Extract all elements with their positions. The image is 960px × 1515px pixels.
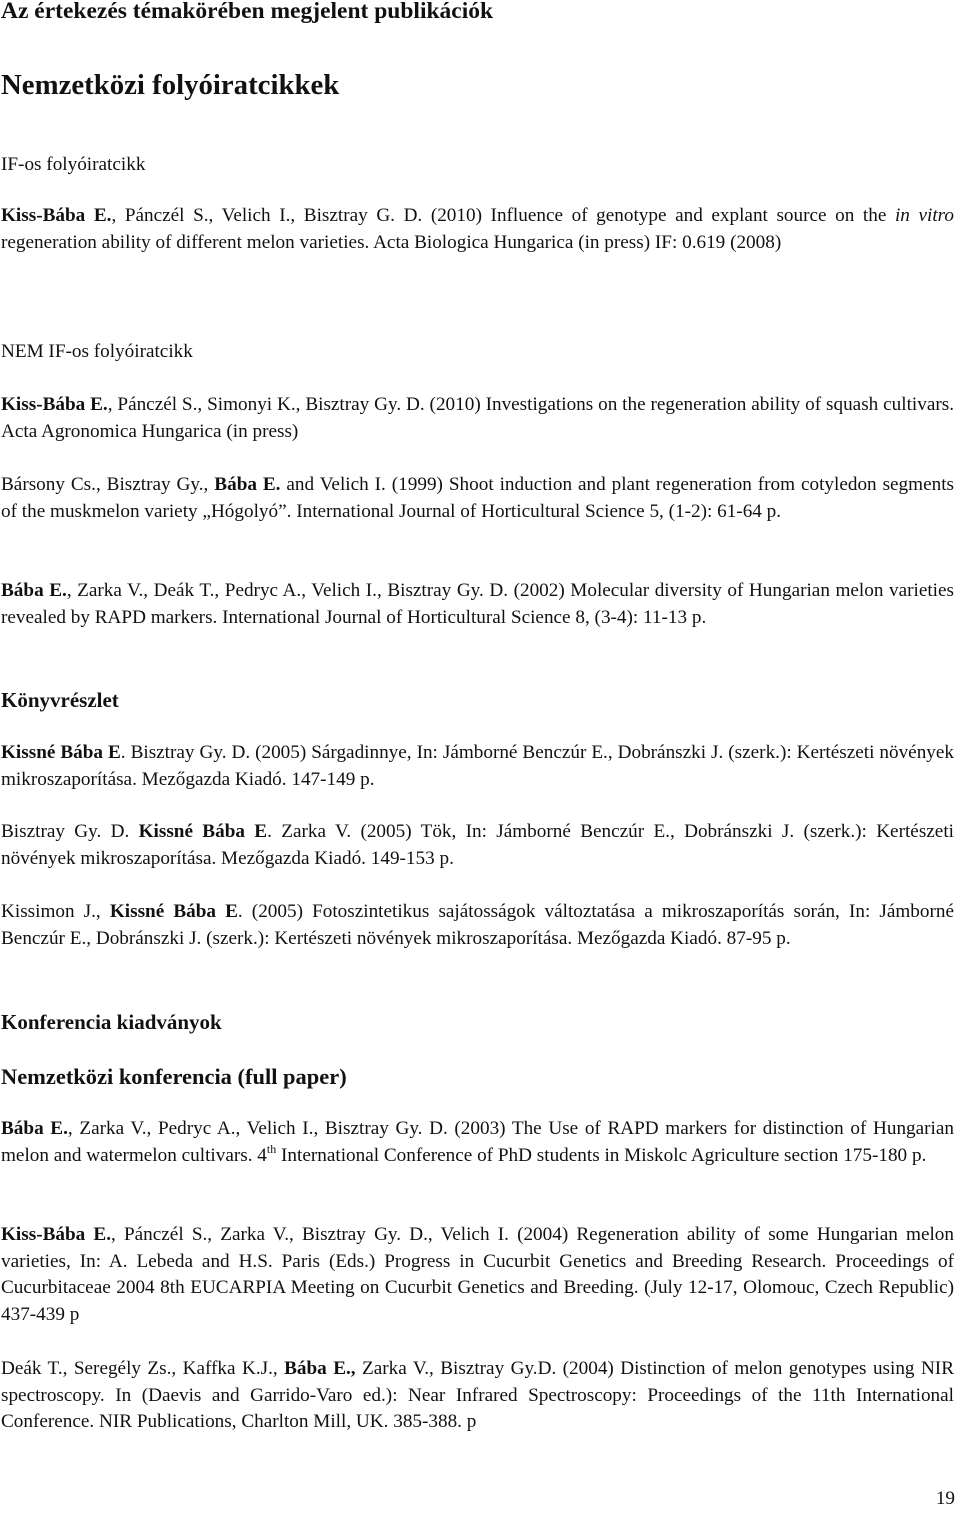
reference-text: and Velich I. (1999) Shoot induction and plant regeneration from cotyledon segments of the muskmelon variety „Hógolyó”. International Journal of Horticultural Science 5, (1-2): 61-64 p.: [1, 474, 954, 522]
author-highlight: Kissné Bába E: [1, 742, 121, 763]
reference-text: , Pánczél S., Zarka V., Bisztray Gy. D., Velich I. (2004) Regeneration ability of some Hungarian melon varieties, In: A. Lebeda and H.S. Paris (Eds.) Progress in Cucurbit Genetics and Breeding Research. Proceedings of Cucurbitaceae 2004 8th EUCARPIA Meeting on Cucurbit Genetics and Breeding. (July 12-17, Olomouc, Czech Republic) 437-439 p: [1, 1224, 954, 1325]
reference-7: [1, 899, 954, 952]
author-highlight: Bába E.: [214, 474, 281, 495]
reference-text: Bársony Cs., Bisztray Gy.,: [1, 474, 215, 495]
reference-2: [1, 392, 954, 445]
author-highlight: Kissné Bába E: [109, 901, 238, 922]
author-highlight: Bába E.: [1, 580, 67, 601]
author-highlight: Bába E.,: [284, 1358, 356, 1379]
reference-text: Zarka V., Bisztray Gy.D. (2004) Distinction of melon genotypes using NIR spectroscopy. In (Daevis and Garrido-Varo ed.): Near Infrared Spectroscopy: Proceedings of the 11th International Conference. NIR Publications, Charlton Mill, UK. 385-388. p: [1, 1358, 954, 1432]
reference-text: . (2005) Fotoszintetikus sajátosságok változtatása a mikroszaporítás során, In: Jámborné Benczúr E., Dobránszki J. (szerk.): Kertészeti növények mikroszaporítása. Mezőgazda Kiadó. 87-95 p.: [1, 901, 954, 949]
author-highlight: Bába E.: [1, 1118, 68, 1139]
author-highlight: Kiss-Bába E.: [1, 1224, 112, 1245]
heading-intl-conference: Nemzetközi konferencia (full paper): [1, 1064, 347, 1089]
reference-text: International Conference of PhD students in Miskolc Agriculture section 175-180 p.: [276, 1144, 927, 1166]
heading-intl-journals: Nemzetközi folyóiratcikkek: [1, 69, 340, 101]
heading-conference: Konferencia kiadványok: [1, 1010, 222, 1034]
reference-3: [1, 472, 954, 525]
reference-text: Kissimon J.,: [1, 901, 110, 922]
reference-text: . Zarka V. (2005) Tök, In: Jámborné Benczúr E., Dobránszki J. (szerk.): Kertészeti növények mikroszaporítása. Mezőgazda Kiadó. 149-153 p.: [1, 821, 954, 869]
page-title: Az értekezés témakörében megjelent publikációk: [1, 0, 494, 24]
reference-superscript: th: [266, 1141, 277, 1156]
reference-10: [1, 1356, 954, 1436]
reference-text: , Zarka V., Pedryc A., Velich I., Bisztray Gy. D. (2003) The Use of RAPD markers for distinction of Hungarian melon and watermelon cultivars. 4: [1, 1118, 954, 1166]
reference-text: , Pánczél S., Velich I., Bisztray G. D. (2010) Influence of genotype and explant source on the: [111, 205, 895, 226]
reference-1: [1, 203, 954, 256]
reference-4: [1, 578, 954, 631]
reference-8: [1, 1116, 954, 1169]
reference-text: regeneration ability of different melon varieties. Acta Biologica Hungarica (in press) IF: 0.619 (2008): [1, 231, 782, 253]
page-number: 19: [935, 1488, 955, 1509]
reference-5: [1, 740, 954, 793]
author-highlight: Kiss-Bába E.: [1, 394, 108, 415]
reference-text: , Zarka V., Deák T., Pedryc A., Velich I., Bisztray Gy. D. (2002) Molecular diversity of Hungarian melon varieties revealed by RAPD markers. International Journal of Horticultural Science 8, (3-4): 11-13 p.: [1, 580, 954, 628]
subheading-if-journal: IF-os folyóiratcikk: [1, 154, 146, 175]
reference-text: , Pánczél S., Simonyi K., Bisztray Gy. D. (2010) Investigations on the regeneration ability of squash cultivars. Acta Agronomica Hungarica (in press): [1, 394, 954, 442]
subheading-non-if-journal: NEM IF-os folyóiratcikk: [1, 341, 193, 362]
reference-italic: in vitro: [894, 205, 954, 226]
reference-text: Deák T., Seregély Zs., Kaffka K.J.,: [1, 1358, 285, 1379]
author-highlight: Kiss-Bába E.: [1, 205, 112, 226]
reference-text: . Bisztray Gy. D. (2005) Sárgadinnye, In: Jámborné Benczúr E., Dobránszki J. (szerk.): Kertészeti növények mikroszaporítása. Mezőgazda Kiadó. 147-149 p.: [1, 742, 954, 790]
author-highlight: Kissné Bába E: [138, 821, 268, 842]
reference-6: [1, 819, 954, 872]
reference-text: Bisztray Gy. D.: [1, 821, 139, 842]
reference-9: [1, 1222, 954, 1328]
heading-book-chapter: Könyvrészlet: [1, 688, 119, 712]
